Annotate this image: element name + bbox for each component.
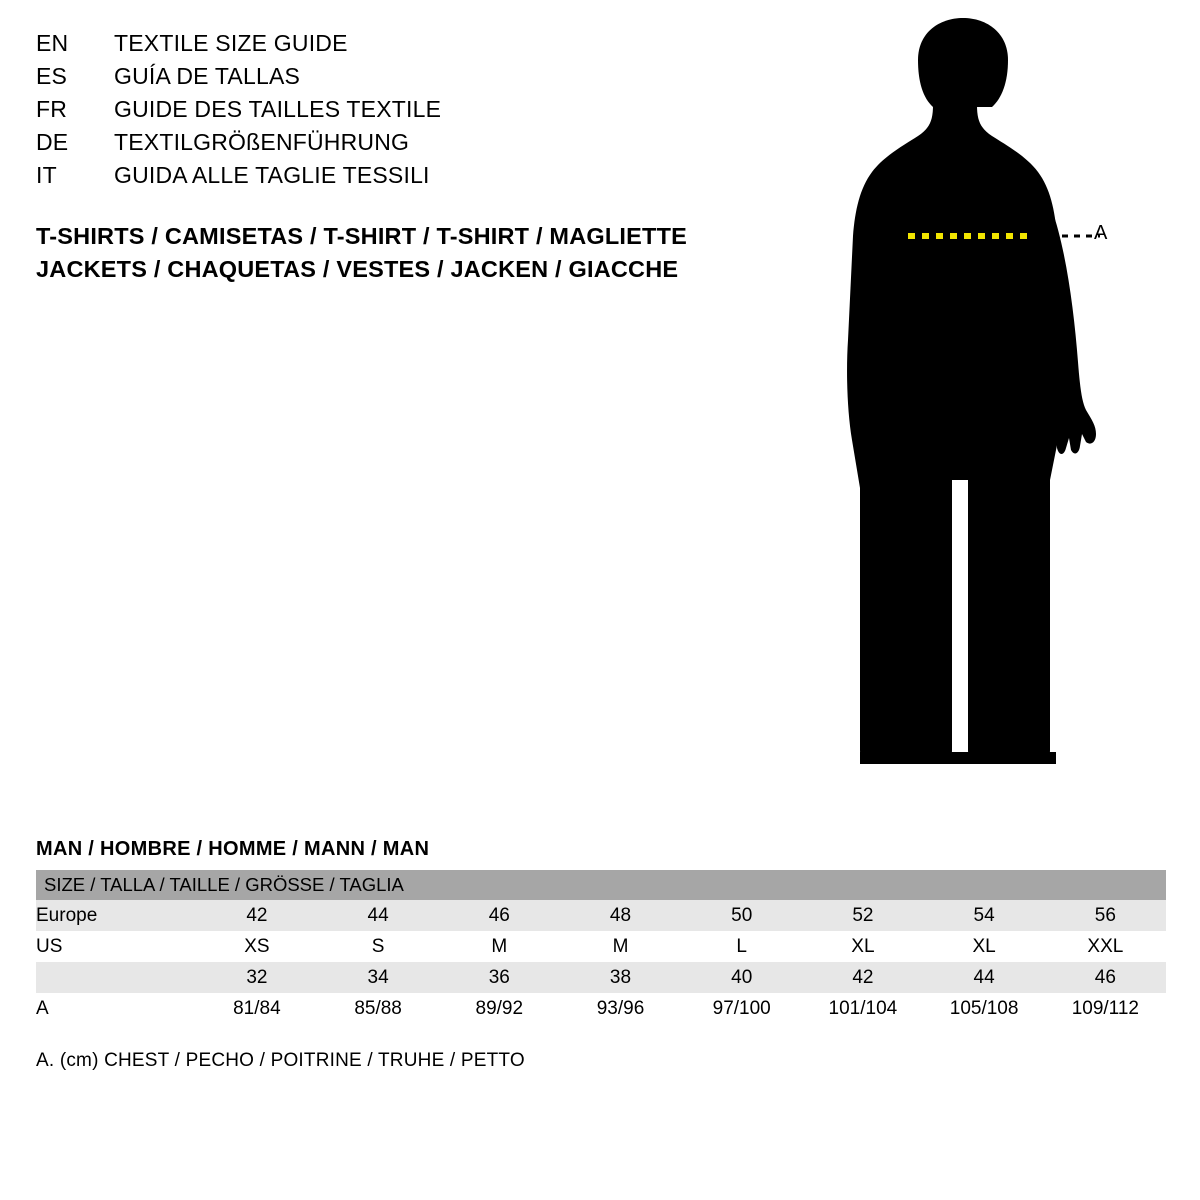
body-silhouette-figure [800,10,1200,800]
cell-value: 40 [681,962,802,993]
cell-value: 101/104 [802,993,923,1024]
language-row [36,162,796,195]
cell-value: S [317,931,438,962]
language-title: GUÍA DE TALLAS [114,63,301,89]
language-row [36,30,796,63]
cell-value: M [560,931,681,962]
cell-value: 38 [560,962,681,993]
cell-value: 105/108 [924,993,1045,1024]
cell-value: XL [924,931,1045,962]
table-row [36,962,1166,993]
cell-value: 50 [681,900,802,931]
row-label: Europe [36,900,196,931]
table-section-title: MAN / HOMBRE / HOMME / MANN / MAN [36,838,430,860]
cell-value: XS [196,931,317,962]
cell-value: 97/100 [681,993,802,1024]
language-code: DE [36,129,69,155]
measure-label-a: A [1094,222,1108,244]
language-code: ES [36,63,68,89]
cell-value: 81/84 [196,993,317,1024]
table-band-header [36,870,1166,900]
language-code: IT [36,162,57,188]
cell-value: 42 [196,900,317,931]
cell-value: 85/88 [317,993,438,1024]
cell-value: 32 [196,962,317,993]
language-title: TEXTILE SIZE GUIDE [114,30,348,56]
cell-value: XL [802,931,923,962]
language-code: EN [36,30,69,56]
cell-value: 46 [1045,962,1166,993]
size-table [36,870,1166,1024]
cell-value: 42 [802,962,923,993]
language-title: GUIDE DES TAILLES TEXTILE [114,96,442,122]
cell-value: 44 [317,900,438,931]
size-table-section [36,838,1166,1072]
cell-value: 109/112 [1045,993,1166,1024]
row-label: US [36,931,196,962]
cell-value: XXL [1045,931,1166,962]
language-title: TEXTILGRÖßENFÜHRUNG [114,129,410,155]
row-label: A [36,993,196,1024]
language-row [36,63,796,96]
silhouette-svg [800,10,1200,800]
language-code: FR [36,96,68,122]
row-label [36,962,196,993]
language-row [36,96,796,129]
cell-value: 34 [317,962,438,993]
language-row [36,129,796,162]
cell-value: 93/96 [560,993,681,1024]
language-title: GUIDA ALLE TAGLIE TESSILI [114,162,430,188]
table-row [36,993,1166,1024]
language-list [36,30,796,195]
cell-value: 46 [439,900,560,931]
cell-value: 48 [560,900,681,931]
table-row [36,900,1166,931]
cell-value: 89/92 [439,993,560,1024]
category-tshirts: T-SHIRTS / CAMISETAS / T-SHIRT / T-SHIRT / MAGLIETTE [36,223,687,249]
cell-value: 44 [924,962,1045,993]
cell-value: 56 [1045,900,1166,931]
cell-value: 54 [924,900,1045,931]
band-header-label: SIZE / TALLA / TAILLE / GRÖSSE / TAGLIA [36,870,1166,900]
table-footnote: A. (cm) CHEST / PECHO / POITRINE / TRUHE / PETTO [36,1050,525,1071]
category-jackets: JACKETS / CHAQUETAS / VESTES / JACKEN / GIACCHE [36,256,679,282]
cell-value: M [439,931,560,962]
cell-value: L [681,931,802,962]
cell-value: 52 [802,900,923,931]
table-row [36,931,1166,962]
cell-value: 36 [439,962,560,993]
